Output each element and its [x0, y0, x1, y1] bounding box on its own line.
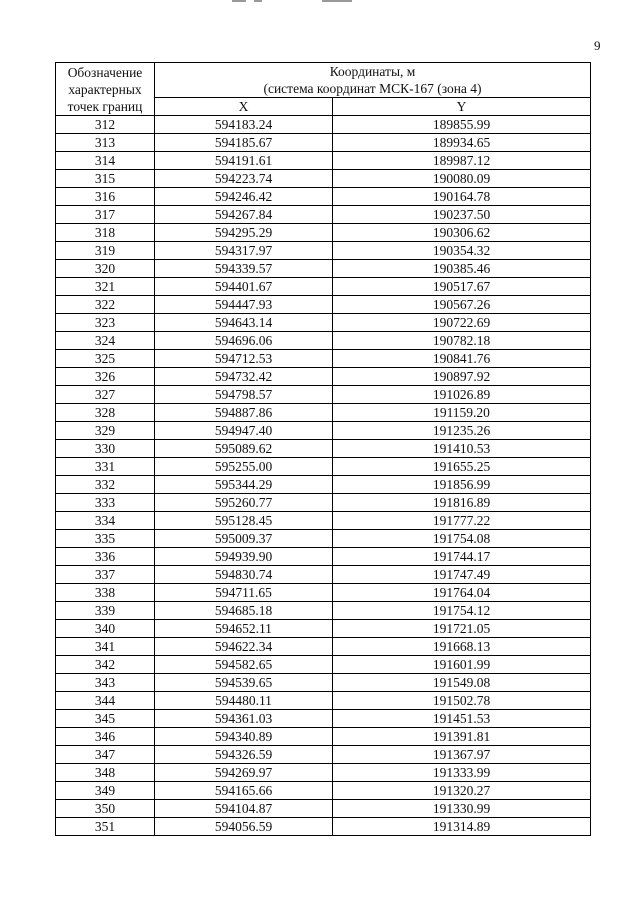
y-coordinate-cell: 191754.08 — [333, 530, 591, 548]
x-coordinate-cell: 594939.90 — [155, 548, 333, 566]
x-coordinate-cell: 595260.77 — [155, 494, 333, 512]
x-coordinate-cell: 594732.42 — [155, 368, 333, 386]
y-coordinate-cell: 191668.13 — [333, 638, 591, 656]
point-id-cell: 326 — [56, 368, 155, 386]
y-coordinate-cell: 191816.89 — [333, 494, 591, 512]
y-coordinate-cell: 190080.09 — [333, 170, 591, 188]
table-row — [56, 620, 591, 638]
y-coordinate-cell: 190517.67 — [333, 278, 591, 296]
point-id-cell: 330 — [56, 440, 155, 458]
table-body — [56, 116, 591, 836]
point-id-cell: 315 — [56, 170, 155, 188]
table-row — [56, 332, 591, 350]
point-id-cell: 333 — [56, 494, 155, 512]
point-id-cell: 350 — [56, 800, 155, 818]
table-row — [56, 566, 591, 584]
y-coordinate-cell: 191410.53 — [333, 440, 591, 458]
table-row — [56, 242, 591, 260]
point-id-cell: 349 — [56, 782, 155, 800]
x-coordinate-cell: 594056.59 — [155, 818, 333, 836]
point-id-cell: 334 — [56, 512, 155, 530]
point-id-cell: 337 — [56, 566, 155, 584]
table-row — [56, 656, 591, 674]
x-coordinate-cell: 594104.87 — [155, 800, 333, 818]
point-id-cell: 318 — [56, 224, 155, 242]
point-id-cell: 329 — [56, 422, 155, 440]
point-id-cell: 319 — [56, 242, 155, 260]
x-coordinate-cell: 594685.18 — [155, 602, 333, 620]
x-coordinate-cell: 594582.65 — [155, 656, 333, 674]
y-coordinate-cell: 191451.53 — [333, 710, 591, 728]
x-coordinate-cell: 594185.67 — [155, 134, 333, 152]
y-coordinate-cell: 189987.12 — [333, 152, 591, 170]
scan-artifact-mark — [232, 0, 352, 4]
x-coordinate-cell: 594947.40 — [155, 422, 333, 440]
point-id-cell: 342 — [56, 656, 155, 674]
x-coordinate-cell: 594295.29 — [155, 224, 333, 242]
table-row — [56, 260, 591, 278]
point-id-cell: 338 — [56, 584, 155, 602]
x-coordinate-cell: 594326.59 — [155, 746, 333, 764]
point-id-cell: 321 — [56, 278, 155, 296]
table-row — [56, 422, 591, 440]
coordinates-header: Координаты, м (система координат МСК-167 (зона 4) — [155, 63, 591, 98]
table-row — [56, 152, 591, 170]
point-id-cell: 324 — [56, 332, 155, 350]
x-coordinate-cell: 594643.14 — [155, 314, 333, 332]
x-coordinate-cell: 595089.62 — [155, 440, 333, 458]
x-coordinate-cell: 594223.74 — [155, 170, 333, 188]
y-coordinate-cell: 190306.62 — [333, 224, 591, 242]
x-coordinate-cell: 594712.53 — [155, 350, 333, 368]
y-coordinate-cell: 190841.76 — [333, 350, 591, 368]
x-coordinate-cell: 594830.74 — [155, 566, 333, 584]
table-row — [56, 764, 591, 782]
point-id-cell: 341 — [56, 638, 155, 656]
y-coordinate-cell: 191549.08 — [333, 674, 591, 692]
y-coordinate-cell: 191367.97 — [333, 746, 591, 764]
table-row — [56, 710, 591, 728]
x-coordinate-cell: 595344.29 — [155, 476, 333, 494]
table-row — [56, 800, 591, 818]
table-row — [56, 314, 591, 332]
point-id-cell: 344 — [56, 692, 155, 710]
x-coordinate-cell: 594711.65 — [155, 584, 333, 602]
x-coordinate-cell: 594447.93 — [155, 296, 333, 314]
x-coordinate-cell: 594887.86 — [155, 404, 333, 422]
y-coordinate-cell: 191333.99 — [333, 764, 591, 782]
point-id-cell: 339 — [56, 602, 155, 620]
y-coordinate-cell: 191777.22 — [333, 512, 591, 530]
table-row — [56, 134, 591, 152]
point-id-cell: 322 — [56, 296, 155, 314]
x-column-header: X — [155, 98, 333, 116]
point-id-cell: 346 — [56, 728, 155, 746]
table-row — [56, 818, 591, 836]
x-coordinate-cell: 595255.00 — [155, 458, 333, 476]
y-coordinate-cell: 190354.32 — [333, 242, 591, 260]
table-row — [56, 206, 591, 224]
y-coordinate-cell: 190782.18 — [333, 332, 591, 350]
table-row — [56, 548, 591, 566]
point-id-cell: 331 — [56, 458, 155, 476]
table-row — [56, 386, 591, 404]
table-row — [56, 584, 591, 602]
table-row — [56, 224, 591, 242]
x-coordinate-cell: 594622.34 — [155, 638, 333, 656]
point-id-cell: 320 — [56, 260, 155, 278]
y-coordinate-cell: 191747.49 — [333, 566, 591, 584]
point-id-cell: 336 — [56, 548, 155, 566]
y-coordinate-cell: 191856.99 — [333, 476, 591, 494]
table-row — [56, 602, 591, 620]
x-coordinate-cell: 594696.06 — [155, 332, 333, 350]
point-id-cell: 328 — [56, 404, 155, 422]
x-coordinate-cell: 594339.57 — [155, 260, 333, 278]
y-coordinate-cell: 191159.20 — [333, 404, 591, 422]
y-coordinate-cell: 191744.17 — [333, 548, 591, 566]
point-id-cell: 345 — [56, 710, 155, 728]
table-row — [56, 404, 591, 422]
points-column-header: Обозначение характерных точек границ — [56, 63, 155, 116]
x-coordinate-cell: 594191.61 — [155, 152, 333, 170]
y-coordinate-cell: 191502.78 — [333, 692, 591, 710]
table-row — [56, 476, 591, 494]
x-coordinate-cell: 594183.24 — [155, 116, 333, 134]
x-coordinate-cell: 594652.11 — [155, 620, 333, 638]
table-row — [56, 296, 591, 314]
y-coordinate-cell: 190567.26 — [333, 296, 591, 314]
table-header — [56, 63, 591, 116]
x-coordinate-cell: 594246.42 — [155, 188, 333, 206]
y-coordinate-cell: 191314.89 — [333, 818, 591, 836]
table-row — [56, 674, 591, 692]
point-id-cell: 335 — [56, 530, 155, 548]
y-coordinate-cell: 191391.81 — [333, 728, 591, 746]
table-row — [56, 638, 591, 656]
table-row — [56, 170, 591, 188]
x-coordinate-cell: 595009.37 — [155, 530, 333, 548]
point-id-cell: 314 — [56, 152, 155, 170]
x-coordinate-cell: 594340.89 — [155, 728, 333, 746]
y-coordinate-cell: 189855.99 — [333, 116, 591, 134]
x-coordinate-cell: 594798.57 — [155, 386, 333, 404]
point-id-cell: 343 — [56, 674, 155, 692]
x-coordinate-cell: 594267.84 — [155, 206, 333, 224]
point-id-cell: 327 — [56, 386, 155, 404]
point-id-cell: 316 — [56, 188, 155, 206]
x-coordinate-cell: 595128.45 — [155, 512, 333, 530]
table-row — [56, 350, 591, 368]
table-row — [56, 368, 591, 386]
y-coordinate-cell: 191764.04 — [333, 584, 591, 602]
x-coordinate-cell: 594165.66 — [155, 782, 333, 800]
y-coordinate-cell: 191655.25 — [333, 458, 591, 476]
y-coordinate-cell: 191601.99 — [333, 656, 591, 674]
y-coordinate-cell: 191235.26 — [333, 422, 591, 440]
point-id-cell: 347 — [56, 746, 155, 764]
y-coordinate-cell: 191330.99 — [333, 800, 591, 818]
table-row — [56, 494, 591, 512]
y-coordinate-cell: 190897.92 — [333, 368, 591, 386]
table-row — [56, 530, 591, 548]
point-id-cell: 351 — [56, 818, 155, 836]
point-id-cell: 348 — [56, 764, 155, 782]
point-id-cell: 323 — [56, 314, 155, 332]
coordinates-table — [55, 62, 591, 836]
x-coordinate-cell: 594317.97 — [155, 242, 333, 260]
y-coordinate-cell: 191754.12 — [333, 602, 591, 620]
table-row — [56, 692, 591, 710]
point-id-cell: 325 — [56, 350, 155, 368]
table-row — [56, 512, 591, 530]
table-row — [56, 116, 591, 134]
y-coordinate-cell: 191721.05 — [333, 620, 591, 638]
x-coordinate-cell: 594269.97 — [155, 764, 333, 782]
y-coordinate-cell: 190385.46 — [333, 260, 591, 278]
table-row — [56, 278, 591, 296]
y-coordinate-cell: 191026.89 — [333, 386, 591, 404]
x-coordinate-cell: 594361.03 — [155, 710, 333, 728]
x-coordinate-cell: 594401.67 — [155, 278, 333, 296]
page-number: 9 — [594, 38, 601, 53]
table-row — [56, 188, 591, 206]
point-id-cell: 312 — [56, 116, 155, 134]
table-row — [56, 782, 591, 800]
y-column-header: Y — [333, 98, 591, 116]
x-coordinate-cell: 594480.11 — [155, 692, 333, 710]
table-row — [56, 746, 591, 764]
table-row — [56, 458, 591, 476]
table-row — [56, 728, 591, 746]
y-coordinate-cell: 190164.78 — [333, 188, 591, 206]
table-row — [56, 440, 591, 458]
y-coordinate-cell: 191320.27 — [333, 782, 591, 800]
y-coordinate-cell: 189934.65 — [333, 134, 591, 152]
point-id-cell: 313 — [56, 134, 155, 152]
y-coordinate-cell: 190237.50 — [333, 206, 591, 224]
x-coordinate-cell: 594539.65 — [155, 674, 333, 692]
point-id-cell: 332 — [56, 476, 155, 494]
y-coordinate-cell: 190722.69 — [333, 314, 591, 332]
point-id-cell: 340 — [56, 620, 155, 638]
point-id-cell: 317 — [56, 206, 155, 224]
